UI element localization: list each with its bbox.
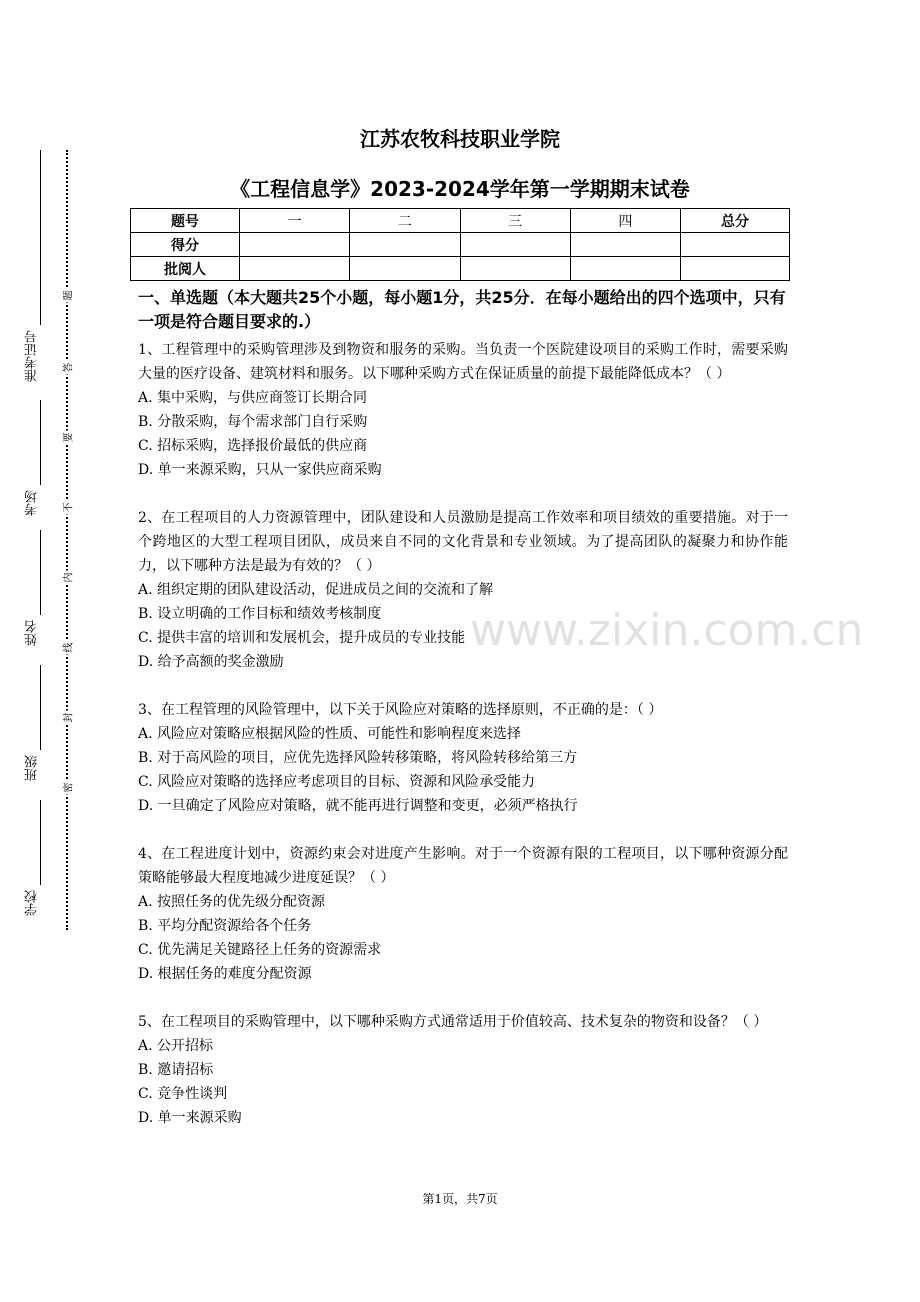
question-option: A. 按照任务的优先级分配资源 [138,894,326,910]
question-option: D. 一旦确定了风险应对策略，就不能再进行调整和变更，必须严格执行 [138,798,578,814]
question [138,698,788,818]
score-cell [240,233,350,257]
score-table-header-row [131,209,790,233]
seal-char: 内 [60,571,75,585]
watermark: www.zixin.com.cn [470,605,864,656]
score-cell [350,233,460,257]
binding-line [40,665,41,750]
question-stem: 2、在工程项目的人力资源管理中，团队建设和人员激励是提高工作效率和项目绩效的重要措施。对于一个跨地区的大型工程项目团队，成员来自不同的文化背景和专业领域。为了提高团队的凝聚力和协作能力，以下哪种方法是最为有效的？（ ） [138,510,788,574]
seal-char: 密 [60,781,75,795]
question-stem: 5、在工程项目的采购管理中，以下哪种采购方式通常适用于价值较高、技术复杂的物资和设备？（ ） [138,1014,768,1030]
question-option: C. 提供丰富的培训和发展机会，提升成员的专业技能 [138,630,466,646]
score-col-header: 四 [570,209,680,233]
question-option: D. 单一来源采购 [138,1110,242,1126]
binding-line [40,400,41,485]
binding-line [40,530,41,615]
seal-char: 不 [60,501,75,515]
question-option: A. 组织定期的团队建设活动，促进成员之间的交流和了解 [138,582,494,598]
question-option: C. 招标采购，选择报价最低的供应商 [138,438,368,454]
score-col-header: 三 [460,209,570,233]
question-option: D. 根据任务的难度分配资源 [138,966,312,982]
question-option: A. 集中采购，与供应商签订长期合同 [138,390,368,406]
binding-margin [18,150,78,940]
question [138,338,788,482]
question-option: A. 公开招标 [138,1038,214,1054]
binding-label-exam-number: 准考证号 [25,330,40,382]
question-option: B. 设立明确的工作目标和绩效考核制度 [138,606,382,622]
school-title: 江苏农牧科技职业学院 [360,127,560,151]
question-option: A. 风险应对策略应根据风险的性质、可能性和影响程度来选择 [138,726,522,742]
exam-content [138,286,788,1154]
question-option: B. 对于高风险的项目，应优先选择风险转移策略，将风险转移给第三方 [138,750,578,766]
score-cell [350,257,460,281]
seal-char: 线 [60,641,75,655]
binding-label-school: 学校 [25,890,40,916]
score-row-label: 得分 [131,233,240,257]
seal-char: 题 [60,289,75,303]
score-col-header: 一 [240,209,350,233]
score-table-row [131,233,790,257]
question-stem: 1、工程管理中的采购管理涉及到物资和服务的采购。当负责一个医院建设项目的采购工作时，需要采购大量的医疗设备、建筑材料和服务。以下哪种采购方式在保证质量的前提下最能降低成本？（ ） [138,342,788,382]
question-option: D. 给予高额的奖金激励 [138,654,284,670]
score-cell [460,257,570,281]
score-col-header: 总分 [681,209,790,233]
score-cell [681,233,790,257]
question-option: B. 分散采购，每个需求部门自行采购 [138,414,368,430]
exam-title: 《工程信息学》2023-2024学年第一学期期末试卷 [230,177,690,201]
question-option: C. 竞争性谈判 [138,1086,228,1102]
binding-label-exam-room: 考场 [25,490,40,516]
score-table [130,208,790,281]
binding-line [40,800,41,885]
question [138,842,788,986]
question-option: D. 单一来源采购，只从一家供应商采购 [138,462,382,478]
seal-dotted-line [66,150,68,930]
question [138,1010,788,1130]
section-title: 一、单选题（本大题共25个小题，每小题1分，共25分．在每小题给出的四个选项中，只有一项是符合题目要求的.） [138,288,786,331]
seal-char: 封 [60,711,75,725]
score-col-header: 题号 [131,209,240,233]
page-footer: 第1页，共7页 [422,1192,498,1206]
question-option: B. 平均分配资源给各个任务 [138,918,312,934]
question-stem: 3、在工程管理的风险管理中，以下关于风险应对策略的选择原则，不正确的是：（ ） [138,702,663,718]
score-table-row [131,257,790,281]
score-cell [681,257,790,281]
score-cell [240,257,350,281]
question-stem: 4、在工程进度计划中，资源约束会对进度产生影响。对于一个资源有限的工程项目，以下哪种资源分配策略能够最大程度地减少进度延误？（ ） [138,846,788,886]
score-col-header: 二 [350,209,460,233]
score-cell [570,257,680,281]
seal-char: 答 [60,361,75,375]
score-cell [570,233,680,257]
question-option: C. 优先满足关键路径上任务的资源需求 [138,942,382,958]
score-row-label: 批阅人 [131,257,240,281]
question-option: B. 邀请招标 [138,1062,214,1078]
score-cell [460,233,570,257]
question-option: C. 风险应对策略的选择应考虑项目的目标、资源和风险承受能力 [138,774,536,790]
seal-char: 要 [60,431,75,445]
binding-label-name: 姓名 [25,620,40,646]
binding-label-class: 班级 [25,755,40,781]
